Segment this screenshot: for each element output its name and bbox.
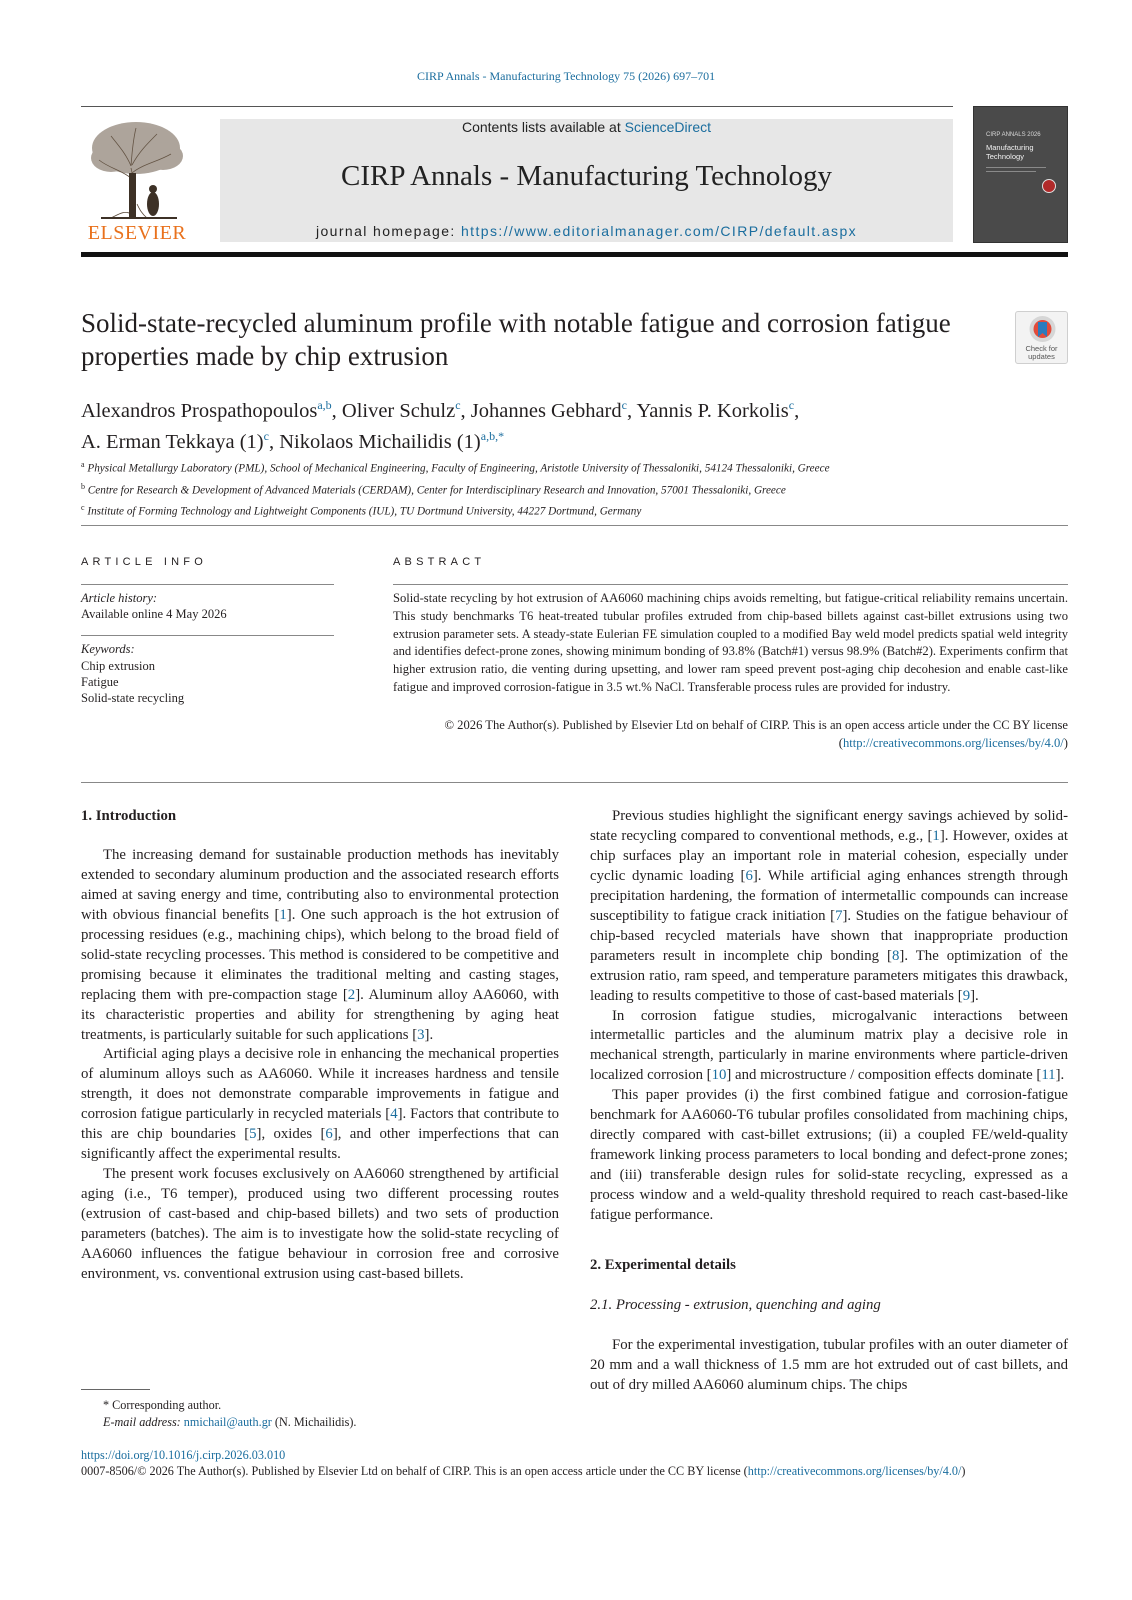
article-info-rule	[81, 635, 334, 636]
affiliation-text: Institute of Forming Technology and Lightweight Components (IUL), TU Dortmund University, 44227 Dortmund, Germany	[87, 506, 642, 519]
email-link[interactable]: nmichail@auth.gr	[183, 1415, 272, 1429]
issn-license-line	[81, 1464, 1071, 1479]
affiliation-mark: a	[81, 460, 85, 469]
crossmark-label-line: updates	[1028, 352, 1055, 361]
email-suffix: (N. Michailidis).	[271, 1415, 357, 1429]
affiliation-item	[81, 499, 1041, 521]
cover-rule	[986, 171, 1036, 172]
author-name[interactable]: Yannis P. Korkolis	[636, 399, 789, 422]
paragraph-text: ], oxides [	[256, 1126, 326, 1143]
body-column-left	[81, 807, 559, 1285]
contents-prefix: Contents lists available at	[461, 119, 625, 135]
cover-emblem-icon	[1042, 179, 1056, 193]
author-affiliation-mark[interactable]: c	[263, 428, 269, 443]
crossmark-label-line: Check for	[1025, 344, 1058, 353]
contents-line	[220, 119, 953, 135]
subsection-heading: 2.1. Processing - extrusion, quenching and aging	[590, 1296, 881, 1313]
affiliation-text: Centre for Research & Development of Advanced Materials (CERDAM), Center for Interdisciplinary Research and Innovation, 57001 Thessaloniki, Greece	[87, 484, 786, 497]
keyword-list	[81, 658, 184, 706]
paragraph-text: Artificial aging plays a decisive role in enhancing the mechanical properties of aluminum alloys such as AA6060. While it increases hardness and tensile strength, it does not demonstrate comparable improvements in fatigue and corrosion fatigue particularly in recycled materials [	[81, 1046, 559, 1123]
affiliation-text: Physical Metallurgy Laboratory (PML), School of Mechanical Engineering, Faculty of Engineering, Aristotle University of Thessaloniki, 54124 Thessaloniki, Greece	[87, 462, 830, 475]
citation-link[interactable]: 8	[891, 947, 900, 964]
paragraph-text: ]. The optimization of the extrusion ratio, ram speed, and temperature parameters mitigates this drawback, leading to results competitive to those of cast-based materials [	[590, 947, 1068, 1004]
paragraph-text: Previous studies highlight the significant energy savings achieved by solid-state recycling compared to conventional methods, e.g., [	[590, 808, 1068, 844]
license-close: )	[1063, 735, 1068, 750]
author-separator: ,	[460, 399, 471, 422]
paragraph-text: ].	[970, 987, 979, 1004]
masthead-bottom-rule	[81, 252, 1068, 257]
author-separator: ,	[794, 399, 800, 422]
citation-link[interactable]: 9	[962, 987, 971, 1004]
citation-link[interactable]: 11	[1041, 1067, 1056, 1084]
author-name[interactable]: Johannes Gebhard	[470, 399, 622, 422]
citation-link[interactable]: 7	[835, 907, 843, 924]
crossmark-icon	[1016, 312, 1069, 348]
affiliation-item	[81, 478, 1041, 500]
paragraph-text: ]. However, oxides at chip surfaces play an important role in material cohesion, especially under cyclic dynamic loading [	[590, 827, 1068, 884]
citation-link[interactable]: 2	[347, 986, 356, 1003]
crossmark-label	[1015, 345, 1068, 361]
keywords-label: Keywords:	[81, 642, 135, 656]
body-column-right	[590, 807, 1068, 1396]
cover-rule	[986, 167, 1046, 168]
citation-link[interactable]: 6	[745, 867, 753, 884]
paper-title: Solid-state-recycled aluminum profile with notable fatigue and corrosion fatigue properties made by chip extrusion	[81, 308, 951, 371]
citation-link[interactable]: 10	[711, 1067, 727, 1084]
citation-link[interactable]: 6	[325, 1126, 333, 1143]
article-history-value: Available online 4 May 2026	[81, 607, 227, 621]
paragraph-text: ].	[424, 1026, 434, 1043]
abstract-text: Solid-state recycling by hot extrusion of AA6060 machining chips avoids remelting, but fatigue-critical reliability remains uncertain. This study benchmarks T6 heat-treated tubular profiles extruded from chip-based billets against cast-billet extrusions using two extrusion parameter sets. A steady-state Eulerian FE simulation coupled to a modified Bay weld model predicts spatial weld integrity and identifies defect-prone zones, showing minimum bonding of 93.8% (Batch#1) versus 98.9% (Batch#2). Experiments confirm that higher extrusion ratio, die venting during upsetting, and lower ram speed prevent post-aging chip decohesion and enable cast-like fatigue and improved corrosion-fatigue in 3.5 wt.% NaCl. Transferable process rules are provided for industry.	[393, 591, 1068, 694]
author-name[interactable]: Oliver Schulz	[341, 399, 456, 422]
keyword-item: Chip extrusion	[81, 659, 155, 673]
body-paragraph	[590, 807, 1068, 1007]
elsevier-wordmark: ELSEVIER	[87, 222, 187, 244]
paragraph-text: In corrosion fatigue studies, microgalvanic interactions between intermetallic particles and the aluminum matrix play a decisive role in mechanical strength, particularly in marine environments where particle-driven localized corrosion [	[590, 1007, 1068, 1084]
author-name[interactable]: Alexandros Prospathopoulos	[81, 399, 318, 422]
body-paragraph	[81, 1045, 559, 1165]
corresponding-author-note: * Corresponding author.	[103, 1398, 222, 1412]
journal-homepage	[220, 223, 953, 239]
author-separator: ,	[268, 430, 280, 453]
affiliation-mark: c	[81, 503, 85, 513]
citation-link[interactable]: 1	[932, 827, 940, 844]
affiliations	[81, 456, 1041, 521]
paragraph-text: ]. Studies on the fatigue behaviour of chip-based recycled materials have shown that inappropriate production parameters result in incomplete chip bonding [	[590, 907, 1068, 964]
body-paragraph	[81, 846, 559, 1046]
license-link[interactable]: http://creativecommons.org/licenses/by/4.0/	[842, 735, 1064, 750]
homepage-prefix: journal homepage:	[315, 223, 461, 239]
paragraph-text: The increasing demand for sustainable production methods has inevitably extended to secondary aluminum production and the associated research efforts aimed at saving energy and time, contributing also to environmental protection with obvious financial benefits [	[81, 846, 559, 923]
abstract-rule	[393, 584, 1068, 585]
issn-license-link[interactable]: http://creativecommons.org/licenses/by/4.0/	[747, 1464, 962, 1478]
footnote-rule	[81, 1389, 150, 1390]
author-affiliation-mark[interactable]: a,b,*	[480, 428, 505, 443]
journal-title: CIRP Annals - Manufacturing Technology	[341, 160, 832, 192]
sciencedirect-link[interactable]: ScienceDirect	[624, 119, 711, 135]
author-name[interactable]: A. Erman Tekkaya (1)	[81, 430, 264, 453]
author-affiliation-mark[interactable]: c	[621, 398, 627, 412]
masthead-top-rule	[81, 106, 953, 107]
section-heading: 2. Experimental details	[590, 1257, 736, 1274]
article-info-heading: ARTICLE INFO	[81, 556, 207, 568]
body-paragraph: The present work focuses exclusively on AA6060 strengthened by artificial aging (i.e., T6 temper), produced using two different processing routes (extrusion of cast-based and chip-based billets) and two sets of production parameters (batches). The aim is to investigate how the solid-state recycling of AA6060 influences the fatigue behaviour in corrosion free and corrosive environment, vs. conventional extrusion using cast-based billets.	[81, 1166, 559, 1282]
author-separator: ,	[331, 399, 342, 422]
body-paragraph: For the experimental investigation, tubular profiles with an outer diameter of 20 mm and a wall thickness of 1.5 mm are hot extruded out of cast billets, and out of dry milled AA6060 aluminum chips. The chips	[590, 1336, 1068, 1393]
issn-text: 0007-8506/© 2026 The Author(s). Published by Elsevier Ltd on behalf of CIRP. This is an open access article under the CC BY license (	[81, 1464, 748, 1478]
paragraph-text: ]. Factors that contribute to this are chip boundaries [	[81, 1106, 559, 1143]
paragraph-text: ] and microstructure / composition effects dominate [	[726, 1067, 1042, 1084]
author-name[interactable]: Nikolaos Michailidis (1)	[279, 430, 481, 453]
author-list	[81, 393, 1041, 455]
author-affiliation-mark[interactable]: c	[455, 398, 461, 412]
paragraph-text: ]. Aluminum alloy AA6060, with its characteristic properties and ability for strengthening by aging heat treatments, is particularly suitable for such applications [	[81, 986, 559, 1043]
abstract-rule-bottom	[81, 782, 1068, 783]
affiliation-mark: b	[81, 481, 85, 491]
email-line	[81, 1414, 356, 1431]
body-paragraph: This paper provides (i) the first combined fatigue and corrosion-fatigue benchmark for AA6060-T6 tubular profiles consolidated from machining chips, directly compared with cast-billet extrusions; (ii) a coupled FE/weld-quality framework linking process parameters to local bonding and defect-prone zones; and (iii) transferable design rules for solid-state recycling, expressed as a process window and a weld-quality threshold required to reach cast-based-like fatigue performance.	[590, 1087, 1068, 1224]
footnote	[81, 1397, 356, 1431]
keyword-item: Fatigue	[81, 675, 119, 689]
running-head[interactable]: CIRP Annals - Manufacturing Technology 75 (2026) 697–701	[416, 69, 716, 83]
paragraph-text: ]. One such approach is the hot extrusion of processing residues (e.g., machining chips), which belong to the broad field of solid-state recycling processes. This method is considered to be competitive and promising because it eliminates the traditional melting and casting stages, replacing them with pre-compaction stage [	[81, 906, 559, 1003]
author-affiliation-mark[interactable]: a,b	[317, 398, 332, 412]
issn-close: )	[961, 1464, 966, 1478]
citation-link[interactable]: 5	[249, 1126, 257, 1143]
cover-series: CIRP ANNALS 2026	[986, 132, 1041, 138]
paragraph-text: ].	[1055, 1067, 1065, 1084]
email-label: E-mail address:	[103, 1415, 184, 1429]
journal-cover-thumbnail[interactable]	[973, 106, 1068, 243]
abstract-license	[393, 717, 1068, 753]
section-heading: 1. Introduction	[81, 808, 177, 824]
author-affiliation-mark[interactable]: c	[788, 398, 795, 412]
license-text: © 2026 The Author(s). Published by Elsevier Ltd on behalf of CIRP. This is an open access article under the CC BY license (	[444, 718, 1068, 750]
homepage-link[interactable]: https://www.editorialmanager.com/CIRP/default.aspx	[461, 223, 858, 239]
article-history-label: Article history:	[81, 591, 158, 605]
article-info-rule	[81, 584, 334, 585]
affiliation-item	[81, 456, 1041, 478]
author-separator: ,	[626, 399, 637, 422]
abstract-heading: ABSTRACT	[393, 556, 486, 568]
affiliations-rule	[81, 525, 1068, 526]
citation-link[interactable]: 3	[417, 1026, 425, 1043]
doi-link[interactable]: https://doi.org/10.1016/j.cirp.2026.03.010	[81, 1448, 286, 1462]
citation-link[interactable]: 1	[279, 906, 287, 923]
paragraph-text: ], and other imperfections that can significantly affect the experimental results.	[81, 1126, 559, 1163]
body-paragraph	[590, 1007, 1068, 1087]
paragraph-text: ]. While artificial aging enhances strength through precipitation hardening, the formation of intermetallic compounds can increase susceptibility to fatigue crack initiation [	[590, 867, 1069, 924]
cover-title: Manufacturing Technology	[986, 143, 1034, 161]
citation-link[interactable]: 4	[390, 1106, 398, 1123]
keyword-item: Solid-state recycling	[81, 691, 185, 705]
